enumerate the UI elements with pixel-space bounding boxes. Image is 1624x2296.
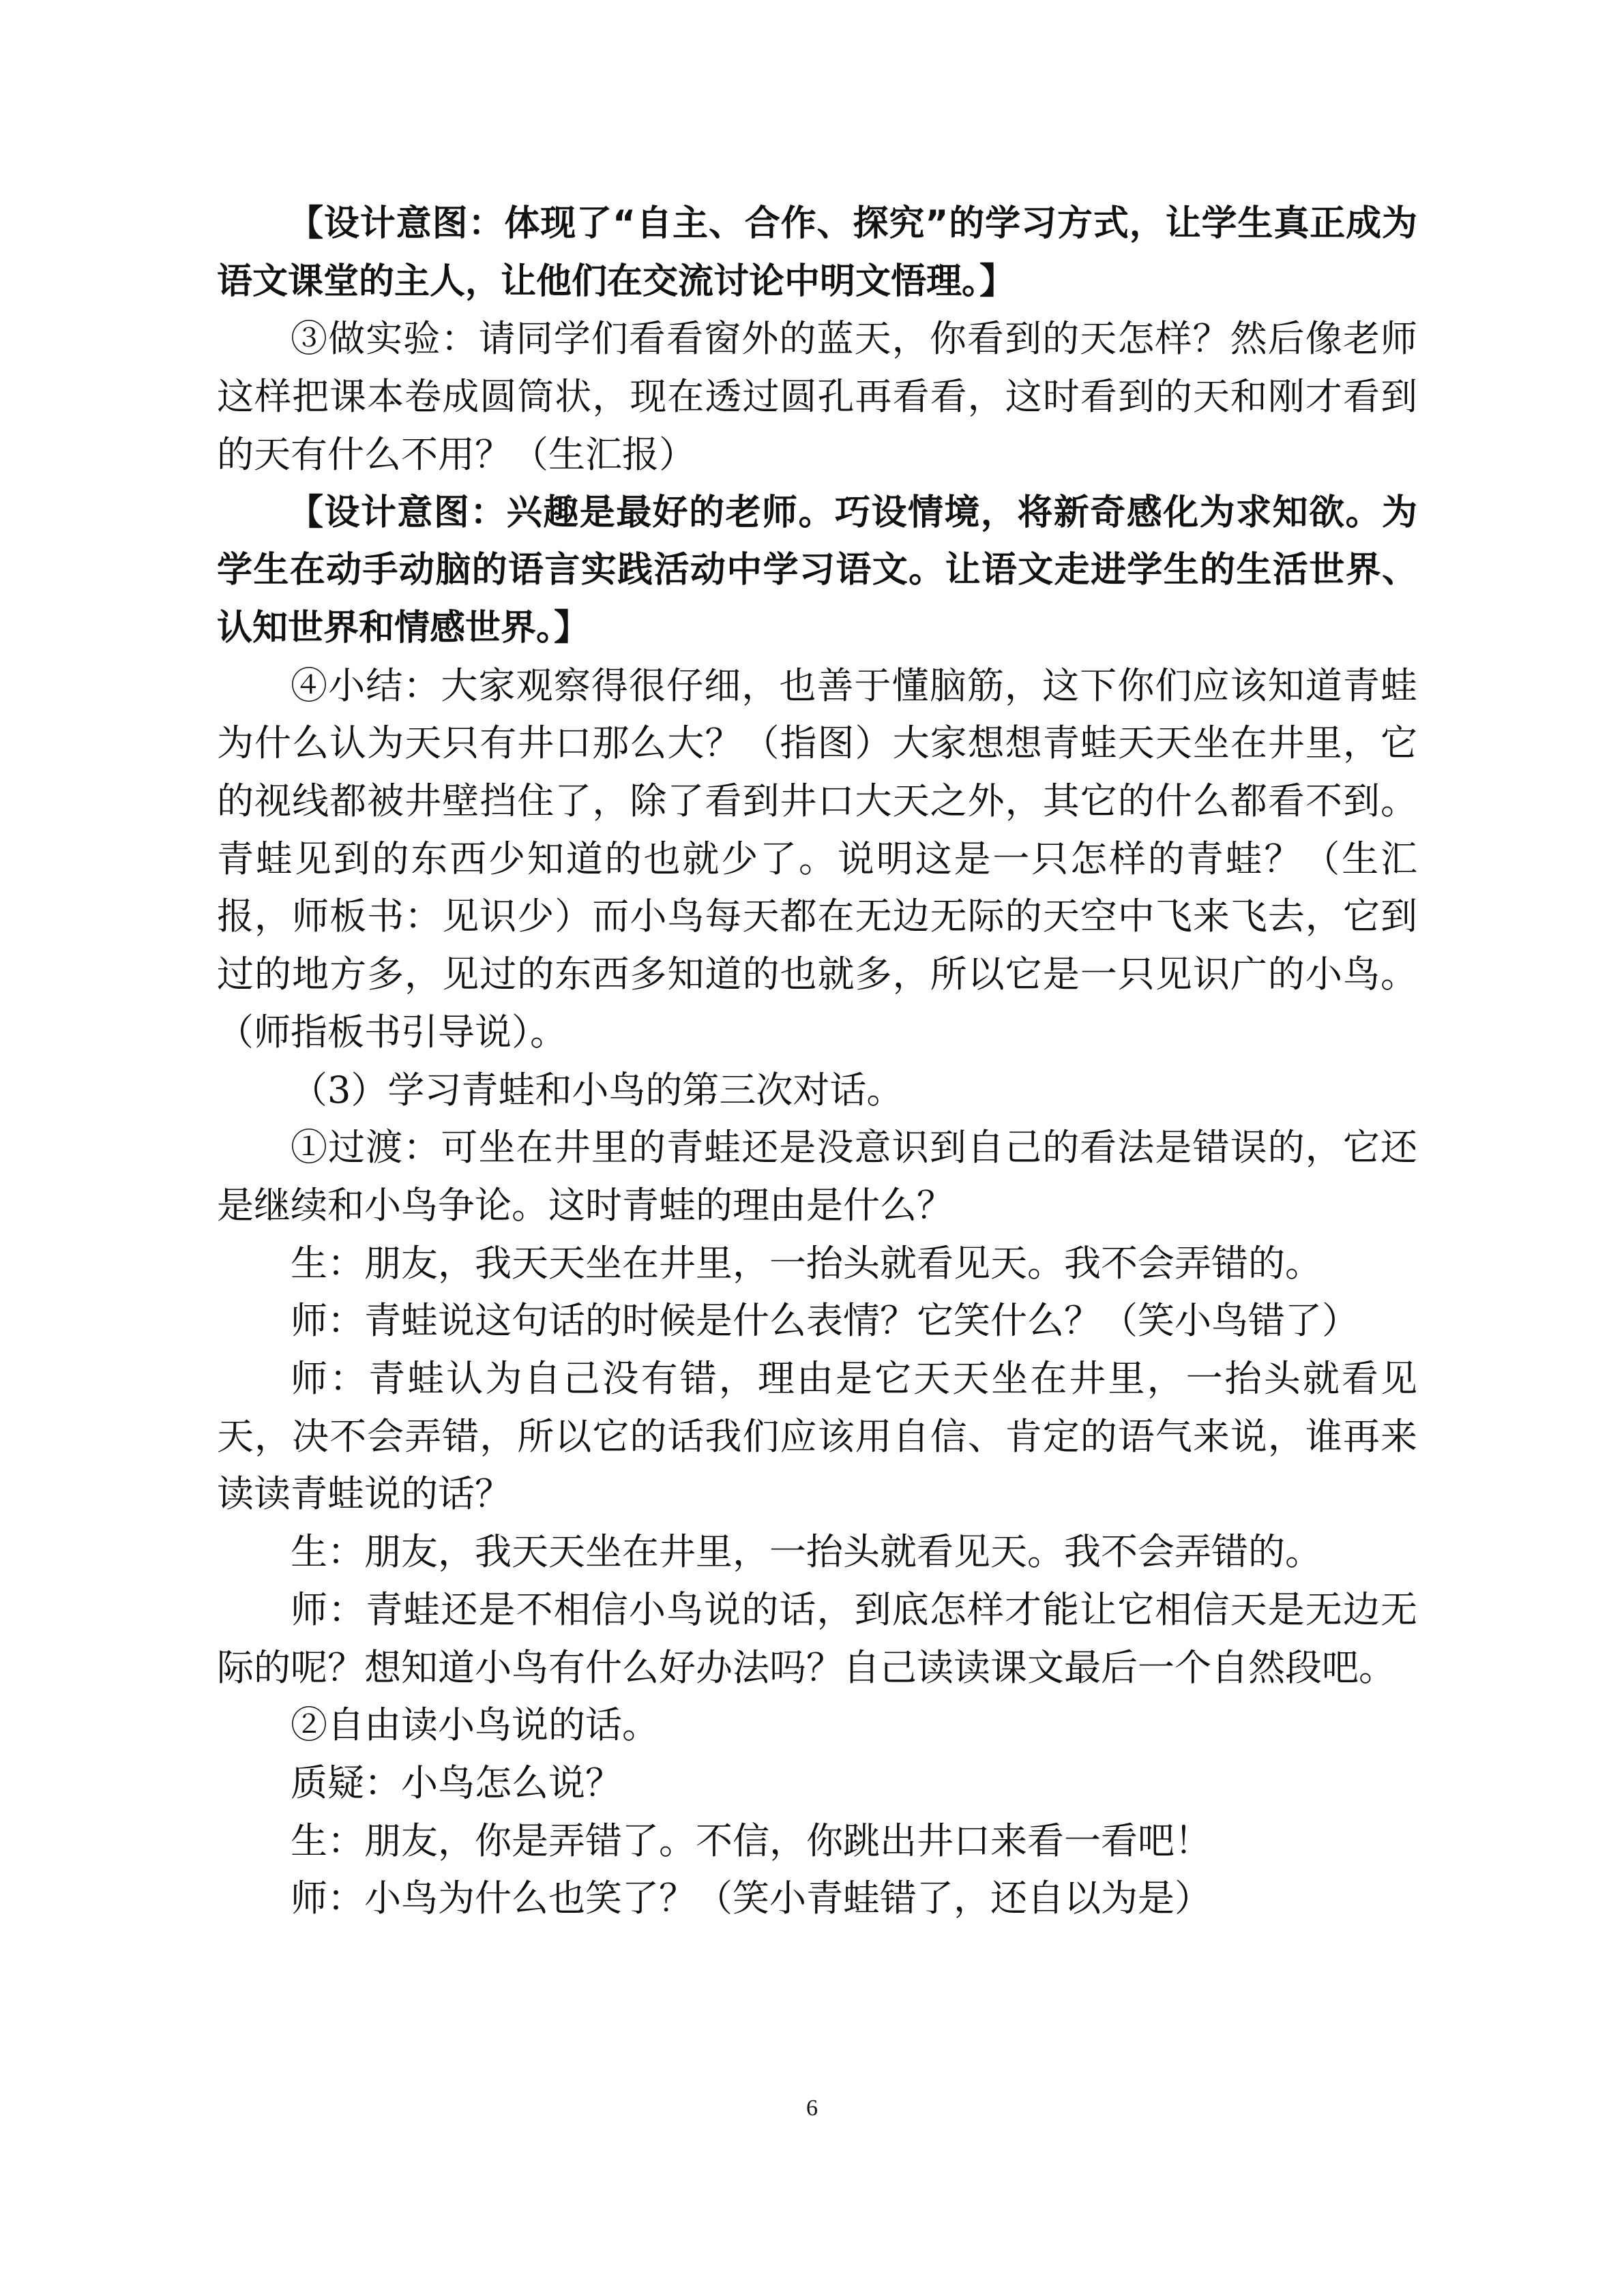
design-intent-paragraph-2: 【设计意图：兴趣是最好的老师。巧设情境，将新奇感化为求知欲。为学生在动手动脑的语言实践活动中学习语文。让语文走进学生的生活世界、认知世界和情感世界。】 bbox=[217, 492, 1417, 648]
dialogue-line: 师：青蛙还是不相信小鸟说的话，到底怎样才能让它相信天是无边无际的呢？想知道小鸟有什么好办法吗？自己读读课文最后一个自然段吧。 bbox=[217, 1587, 1417, 1689]
experiment-paragraph: ③做实验：请同学们看看窗外的蓝天，你看到的天怎样？然后像老师这样把课本卷成圆筒状，现在透过圆孔再看看，这时看到的天和刚才看到的天有什么不用？（生汇报） bbox=[217, 317, 1417, 476]
page-number: 6 bbox=[806, 2096, 818, 2121]
free-reading-paragraph: ②自由读小鸟说的话。 bbox=[291, 1703, 659, 1747]
section-heading-3: （3）学习青蛙和小鸟的第三次对话。 bbox=[291, 1068, 904, 1112]
dialogue-line: 师：青蛙说这句话的时候是什么表情？它笑什么？（笑小鸟错了） bbox=[291, 1299, 1359, 1343]
dialogue-line: 师：青蛙认为自己没有错，理由是它天天坐在井里，一抬头就看见天，决不会弄错，所以它的话我们应该用自信、肯定的语气来说，谁再来读读青蛙说的话？ bbox=[217, 1357, 1417, 1516]
summary-paragraph: ④小结：大家观察得很仔细，也善于懂脑筋，这下你们应该知道青蛙为什么认为天只有井口那么大？（指图）大家想想青蛙天天坐在井里，它的视线都被井壁挡住了，除了看到井口大天之外，其它的什么都看不到。青蛙见到的东西少知道的也就少了。说明这是一只怎样的青蛙？（生汇报，师板书：见识少）而小鸟每天都在无边无际的天空中飞来飞去，它到过的地方多，见过的东西多知道的也就多，所以它是一只见识广的小鸟。（师指板书引导说）。 bbox=[217, 664, 1417, 1054]
question-line: 质疑：小鸟怎么说？ bbox=[291, 1761, 622, 1804]
document-body bbox=[217, 195, 1417, 1928]
dialogue-line: 生：朋友，你是弄错了。不信，你跳出井口来看一看吧！ bbox=[291, 1819, 1211, 1862]
dialogue-line: 生：朋友，我天天坐在井里，一抬头就看见天。我不会弄错的。 bbox=[291, 1530, 1322, 1574]
dialogue-line: 师：小鸟为什么也笑了？（笑小青蛙错了，还自以为是） bbox=[291, 1877, 1211, 1920]
dialogue-line: 生：朋友，我天天坐在井里，一抬头就看见天。我不会弄错的。 bbox=[291, 1241, 1322, 1285]
design-intent-paragraph-1: 【设计意图：体现了“自主、合作、探究”的学习方式，让学生真正成为语文课堂的主人，让他们在交流讨论中明文悟理。】 bbox=[217, 203, 1417, 302]
transition-paragraph: ①过渡：可坐在井里的青蛙还是没意识到自己的看法是错误的，它还是继续和小鸟争论。这时青蛙的理由是什么？ bbox=[217, 1126, 1417, 1227]
